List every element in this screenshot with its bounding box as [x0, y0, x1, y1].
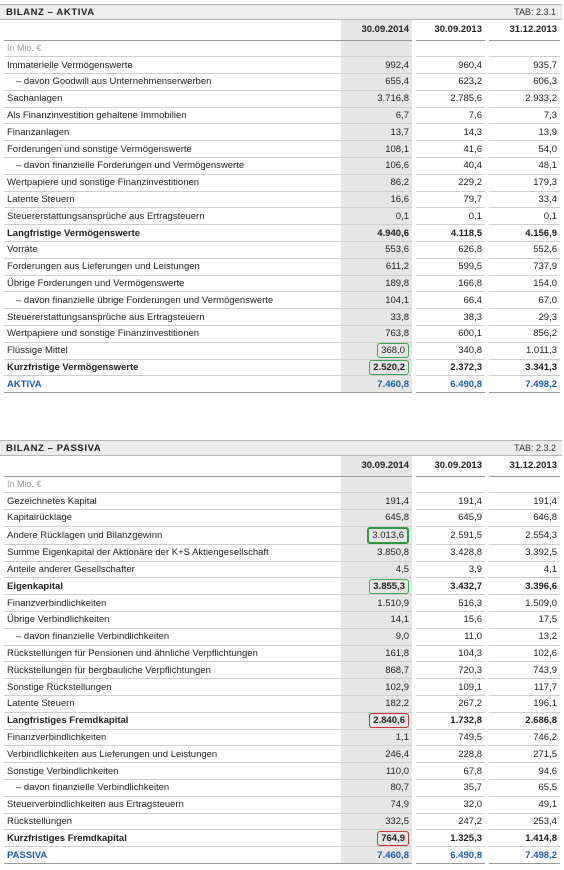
- row-value: 40,4: [414, 158, 487, 175]
- row-value: 80,7: [341, 780, 414, 797]
- row-label: Finanzverbindlichkeiten: [4, 729, 341, 746]
- aktiva-column-headers: [4, 20, 560, 40]
- row-value: 74,9: [341, 796, 414, 813]
- row-value: 4.156,9: [487, 225, 560, 242]
- row-label: Als Finanzinvestition gehaltene Immobilien: [4, 107, 341, 124]
- passiva-table-row: [4, 830, 560, 847]
- passiva-table-row: [4, 813, 560, 830]
- aktiva-table-row: [4, 342, 560, 359]
- row-value: 553,6: [341, 242, 414, 259]
- passiva-title: BILANZ – PASSIVA: [6, 442, 102, 454]
- row-label: Kurzfristige Vermögenswerte: [4, 359, 341, 376]
- aktiva-table-row: [4, 174, 560, 191]
- row-value: 67,0: [487, 292, 560, 309]
- row-value: 1.732,8: [414, 712, 487, 729]
- row-label: Langfristige Vermögenswerte: [4, 225, 341, 242]
- passiva-table-row: [4, 712, 560, 729]
- highlighted-value: 3.013,6: [367, 527, 409, 544]
- passiva-table-row: [4, 696, 560, 713]
- row-label: Latente Steuern: [4, 191, 341, 208]
- passiva-table-row: [4, 561, 560, 578]
- row-label: – davon finanzielle Verbindlichkeiten: [4, 780, 341, 797]
- row-value: 228,8: [414, 746, 487, 763]
- row-label: – davon finanzielle übrige Forderungen und Vermögenswerte: [4, 292, 341, 309]
- aktiva-table-row: [4, 124, 560, 141]
- aktiva-title: BILANZ – AKTIVA: [6, 6, 95, 18]
- row-label: Wertpapiere und sonstige Finanzinvestitionen: [4, 174, 341, 191]
- passiva-unit-label: In Mio. €: [4, 476, 341, 493]
- row-value: 3,9: [414, 561, 487, 578]
- row-label: Andere Rücklagen und Bilanzgewinn: [4, 526, 341, 544]
- row-value: 247,2: [414, 813, 487, 830]
- row-value: 0,1: [341, 208, 414, 225]
- row-value: 763,8: [341, 326, 414, 343]
- row-value: 935,7: [487, 57, 560, 74]
- row-value-cell: [341, 359, 414, 376]
- aktiva-table-row: [4, 225, 560, 242]
- passiva-table-row: [4, 628, 560, 645]
- row-label: Sonstige Rückstellungen: [4, 679, 341, 696]
- row-value: 246,4: [341, 746, 414, 763]
- row-value: 4,5: [341, 561, 414, 578]
- passiva-col-header: 30.09.2014: [341, 456, 414, 476]
- row-value: 102,6: [487, 645, 560, 662]
- row-value: 746,2: [487, 729, 560, 746]
- row-value: 3.716,8: [341, 90, 414, 107]
- row-value: 3.850,8: [341, 544, 414, 561]
- row-value: 154,0: [487, 275, 560, 292]
- aktiva-table-row: [4, 326, 560, 343]
- row-value: 106,6: [341, 158, 414, 175]
- row-value: 104,3: [414, 645, 487, 662]
- row-value: 3.428,8: [414, 544, 487, 561]
- row-value: 79,7: [414, 191, 487, 208]
- row-value: 94,6: [487, 763, 560, 780]
- highlighted-value: 3.855,3: [369, 579, 409, 594]
- row-label: PASSIVA: [4, 847, 341, 864]
- row-value: 1.011,3: [487, 342, 560, 359]
- unit-spacer: [487, 476, 560, 493]
- row-label: Sonstige Verbindlichkeiten: [4, 763, 341, 780]
- passiva-table: [4, 456, 560, 864]
- passiva-table-row: [4, 595, 560, 612]
- passiva-table-row: [4, 763, 560, 780]
- aktiva-table-row: [4, 275, 560, 292]
- row-value: 332,5: [341, 813, 414, 830]
- aktiva-table-row: [4, 158, 560, 175]
- row-value: 253,4: [487, 813, 560, 830]
- aktiva-col-header: 31.12.2013: [487, 20, 560, 40]
- passiva-table-row: [4, 679, 560, 696]
- row-label: – davon finanzielle Forderungen und Vermögenswerte: [4, 158, 341, 175]
- row-value: 4,1: [487, 561, 560, 578]
- row-value: 191,4: [414, 493, 487, 510]
- row-value: 3.432,7: [414, 578, 487, 595]
- row-value: 645,8: [341, 510, 414, 527]
- aktiva-header-empty: [4, 20, 341, 40]
- row-value: 11,0: [414, 628, 487, 645]
- row-value: 229,2: [414, 174, 487, 191]
- row-value: 35,7: [414, 780, 487, 797]
- row-value: 340,8: [414, 342, 487, 359]
- row-value: 623,2: [414, 74, 487, 91]
- passiva-table-row: [4, 612, 560, 629]
- passiva-column-headers: [4, 456, 560, 476]
- passiva-section: [0, 440, 562, 864]
- row-value: 182,2: [341, 696, 414, 713]
- passiva-table-row: [4, 780, 560, 797]
- highlighted-value: 368,0: [377, 343, 409, 358]
- aktiva-table-row: [4, 107, 560, 124]
- row-value: 13,2: [487, 628, 560, 645]
- row-value: 4.940,6: [341, 225, 414, 242]
- aktiva-table-row: [4, 208, 560, 225]
- row-value: 2.372,3: [414, 359, 487, 376]
- row-value: 191,4: [487, 493, 560, 510]
- row-value: 109,1: [414, 679, 487, 696]
- row-value: 6.490,8: [414, 376, 487, 393]
- aktiva-table-row: [4, 57, 560, 74]
- row-value: 720,3: [414, 662, 487, 679]
- row-value: 14,3: [414, 124, 487, 141]
- row-value: 2.686,8: [487, 712, 560, 729]
- row-value: 626,8: [414, 242, 487, 259]
- row-value: 868,7: [341, 662, 414, 679]
- row-value: 13,7: [341, 124, 414, 141]
- row-label: Flüssige Mittel: [4, 342, 341, 359]
- aktiva-table-row: [4, 141, 560, 158]
- row-value: 1,1: [341, 729, 414, 746]
- row-value: 33,4: [487, 191, 560, 208]
- row-label: Rückstellungen: [4, 813, 341, 830]
- row-label: Übrige Forderungen und Vermögenswerte: [4, 275, 341, 292]
- row-value: 108,1: [341, 141, 414, 158]
- passiva-col-header: 31.12.2013: [487, 456, 560, 476]
- row-value: 1.510,9: [341, 595, 414, 612]
- aktiva-section: [0, 4, 562, 393]
- passiva-table-row: [4, 847, 560, 864]
- row-label: Forderungen und sonstige Vermögenswerte: [4, 141, 341, 158]
- row-value: 7,3: [487, 107, 560, 124]
- highlighted-value: 2.840,6: [369, 713, 409, 728]
- row-value: 6,7: [341, 107, 414, 124]
- row-value: 17,5: [487, 612, 560, 629]
- aktiva-table-row: [4, 242, 560, 259]
- row-label: Übrige Verbindlichkeiten: [4, 612, 341, 629]
- row-label: Kapitalrücklage: [4, 510, 341, 527]
- row-value: 856,2: [487, 326, 560, 343]
- aktiva-table-row: [4, 74, 560, 91]
- row-value: 2.933,2: [487, 90, 560, 107]
- row-value: 992,4: [341, 57, 414, 74]
- row-value: 3.392,5: [487, 544, 560, 561]
- unit-spacer: [341, 40, 414, 57]
- row-value: 166,8: [414, 275, 487, 292]
- row-value: 32,0: [414, 796, 487, 813]
- row-value: 2.591,5: [414, 526, 487, 544]
- aktiva-table-row: [4, 258, 560, 275]
- passiva-header-bar: [0, 440, 562, 456]
- row-value: 600,1: [414, 326, 487, 343]
- row-label: Gezeichnetes Kapital: [4, 493, 341, 510]
- row-value: 102,9: [341, 679, 414, 696]
- passiva-table-row: [4, 526, 560, 544]
- row-value: 196,1: [487, 696, 560, 713]
- unit-spacer: [487, 40, 560, 57]
- passiva-table-row: [4, 544, 560, 561]
- row-value-cell: [341, 830, 414, 847]
- row-value: 161,8: [341, 645, 414, 662]
- row-value-cell: [341, 578, 414, 595]
- aktiva-table-row: [4, 309, 560, 326]
- aktiva-table: [4, 20, 560, 393]
- row-value: 16,6: [341, 191, 414, 208]
- row-label: Wertpapiere und sonstige Finanzinvestitionen: [4, 326, 341, 343]
- row-value: 599,5: [414, 258, 487, 275]
- passiva-table-row: [4, 796, 560, 813]
- row-value: 33,8: [341, 309, 414, 326]
- passiva-col-header: 30.09.2013: [414, 456, 487, 476]
- row-value: 7,6: [414, 107, 487, 124]
- row-value: 737,9: [487, 258, 560, 275]
- aktiva-table-row: [4, 90, 560, 107]
- aktiva-col-header: 30.09.2013: [414, 20, 487, 40]
- aktiva-tab-ref: TAB: 2.3.1: [514, 7, 556, 17]
- row-value: 14,1: [341, 612, 414, 629]
- unit-spacer: [414, 476, 487, 493]
- row-value: 516,3: [414, 595, 487, 612]
- passiva-table-row: [4, 729, 560, 746]
- row-value: 7.460,8: [341, 376, 414, 393]
- row-value: 749,5: [414, 729, 487, 746]
- passiva-table-row: [4, 662, 560, 679]
- row-value: 552,6: [487, 242, 560, 259]
- aktiva-table-row: [4, 191, 560, 208]
- row-label: Vorräte: [4, 242, 341, 259]
- row-value: 1.509,0: [487, 595, 560, 612]
- passiva-table-row: [4, 578, 560, 595]
- row-value: 960,4: [414, 57, 487, 74]
- row-value: 611,2: [341, 258, 414, 275]
- row-label: Finanzanlagen: [4, 124, 341, 141]
- aktiva-table-row: [4, 376, 560, 393]
- row-label: – davon finanzielle Verbindlichkeiten: [4, 628, 341, 645]
- row-value: 110,0: [341, 763, 414, 780]
- unit-spacer: [414, 40, 487, 57]
- aktiva-header-bar: [0, 4, 562, 20]
- row-label: – davon Goodwill aus Unternehmenserwerben: [4, 74, 341, 91]
- row-label: Kurzfristiges Fremdkapital: [4, 830, 341, 847]
- passiva-table-row: [4, 645, 560, 662]
- row-value: 2.554,3: [487, 526, 560, 544]
- row-value: 191,4: [341, 493, 414, 510]
- aktiva-unit-row: [4, 40, 560, 57]
- row-value: 41,6: [414, 141, 487, 158]
- row-value: 9,0: [341, 628, 414, 645]
- passiva-table-row: [4, 510, 560, 527]
- row-value: 7.460,8: [341, 847, 414, 864]
- row-value: 54,0: [487, 141, 560, 158]
- row-value: 743,9: [487, 662, 560, 679]
- row-value: 0,1: [414, 208, 487, 225]
- aktiva-unit-label: In Mio. €: [4, 40, 341, 57]
- row-value: 104,1: [341, 292, 414, 309]
- row-label: Steuererstattungsansprüche aus Ertragsteuern: [4, 208, 341, 225]
- row-value: 0,1: [487, 208, 560, 225]
- row-value: 4.118,5: [414, 225, 487, 242]
- row-value: 15,6: [414, 612, 487, 629]
- row-value: 267,2: [414, 696, 487, 713]
- highlighted-value: 2.520,2: [369, 360, 409, 375]
- row-label: Summe Eigenkapital der Aktionäre der K+S Aktiengesellschaft: [4, 544, 341, 561]
- unit-spacer: [341, 476, 414, 493]
- row-label: Finanzverbindlichkeiten: [4, 595, 341, 612]
- row-value: 13,9: [487, 124, 560, 141]
- aktiva-col-header: 30.09.2014: [341, 20, 414, 40]
- row-label: Forderungen aus Lieferungen und Leistungen: [4, 258, 341, 275]
- passiva-unit-row: [4, 476, 560, 493]
- row-label: Rückstellungen für bergbauliche Verpflichtungen: [4, 662, 341, 679]
- row-label: Langfristiges Fremdkapital: [4, 712, 341, 729]
- row-label: Eigenkapital: [4, 578, 341, 595]
- row-label: Anteile anderer Gesellschafter: [4, 561, 341, 578]
- row-value: 65,5: [487, 780, 560, 797]
- row-label: Immaterielle Vermögenswerte: [4, 57, 341, 74]
- row-label: Sachanlagen: [4, 90, 341, 107]
- row-label: Verbindlichkeiten aus Lieferungen und Leistungen: [4, 746, 341, 763]
- passiva-table-row: [4, 493, 560, 510]
- row-value: 38,3: [414, 309, 487, 326]
- passiva-table-row: [4, 746, 560, 763]
- row-value: 7.498,2: [487, 376, 560, 393]
- row-value: 66,4: [414, 292, 487, 309]
- row-value: 1.325,3: [414, 830, 487, 847]
- row-value: 86,2: [341, 174, 414, 191]
- row-label: Rückstellungen für Pensionen und ähnliche Verpflichtungen: [4, 645, 341, 662]
- passiva-header-empty: [4, 456, 341, 476]
- row-label: Latente Steuern: [4, 696, 341, 713]
- row-value-cell: [341, 526, 414, 544]
- row-value-cell: [341, 342, 414, 359]
- row-value: 7.498,2: [487, 847, 560, 864]
- row-value: 48,1: [487, 158, 560, 175]
- row-value: 2.785,6: [414, 90, 487, 107]
- row-value: 29,3: [487, 309, 560, 326]
- row-value: 3.396,6: [487, 578, 560, 595]
- row-value: 606,3: [487, 74, 560, 91]
- row-value: 645,9: [414, 510, 487, 527]
- row-value: 655,4: [341, 74, 414, 91]
- aktiva-table-row: [4, 359, 560, 376]
- row-value: 271,5: [487, 746, 560, 763]
- row-value: 646,8: [487, 510, 560, 527]
- row-value: 49,1: [487, 796, 560, 813]
- row-value-cell: [341, 712, 414, 729]
- row-value: 67,8: [414, 763, 487, 780]
- row-value: 117,7: [487, 679, 560, 696]
- row-value: 6.490,8: [414, 847, 487, 864]
- row-value: 179,3: [487, 174, 560, 191]
- row-value: 3.341,3: [487, 359, 560, 376]
- highlighted-value: 764,9: [377, 831, 409, 846]
- row-label: AKTIVA: [4, 376, 341, 393]
- row-label: Steuerverbindlichkeiten aus Ertragsteuern: [4, 796, 341, 813]
- row-label: Steuererstattungsansprüche aus Ertragsteuern: [4, 309, 341, 326]
- row-value: 1.414,8: [487, 830, 560, 847]
- aktiva-table-row: [4, 292, 560, 309]
- row-value: 189,8: [341, 275, 414, 292]
- passiva-tab-ref: TAB: 2.3.2: [514, 443, 556, 453]
